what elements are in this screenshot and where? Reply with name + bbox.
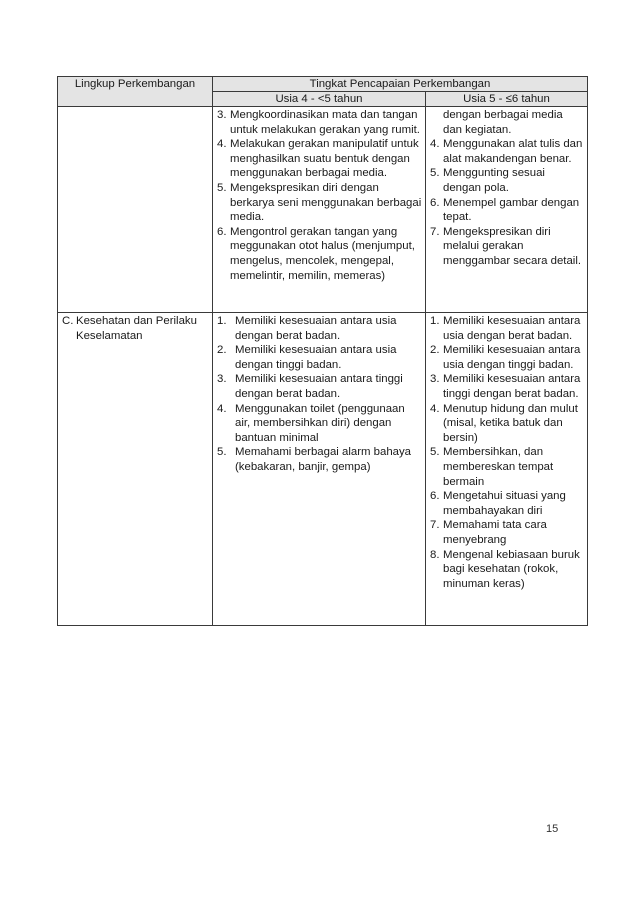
- item-number: 3.: [430, 373, 440, 386]
- table-row: [58, 107, 588, 313]
- table-row: [58, 313, 588, 626]
- table-header-row-1: [58, 77, 588, 92]
- achievement-list: [217, 314, 422, 475]
- item-number: 8.: [430, 548, 440, 561]
- list-item: [217, 137, 422, 181]
- list-item: [430, 343, 584, 372]
- item-number: 2.: [217, 344, 227, 357]
- item-text: Memiliki kesesuaian antara tinggi dengan berat badan.: [235, 373, 403, 400]
- item-text: Memiliki kesesuaian antara usia dengan berat badan.: [443, 315, 581, 342]
- achievement-list: [217, 108, 422, 283]
- item-number: 5.: [217, 446, 227, 459]
- page-number: 15: [546, 823, 559, 835]
- domain-letter: C.: [62, 315, 74, 327]
- domain-label: [62, 314, 209, 343]
- item-number: 3.: [217, 109, 227, 121]
- list-item: [430, 196, 584, 225]
- item-text: Mengetahui situasi yang membahayakan diri: [443, 490, 566, 517]
- item-number: 6.: [430, 196, 440, 209]
- item-text: Memiliki kesesuaian antara usia dengan berat badan.: [235, 315, 397, 342]
- item-text: Menutup hidung dan mulut (misal, ketika batuk dan bersin): [443, 402, 578, 444]
- list-item: [217, 225, 422, 283]
- item-text: Menempel gambar dengan tepat.: [443, 196, 580, 224]
- item-number: 3.: [217, 373, 227, 386]
- list-item: [217, 314, 422, 343]
- item-text: Membersihkan, dan membereskan tempat bermain: [443, 446, 554, 488]
- header-age-b: Usia 5 - ≤6 tahun: [426, 92, 588, 107]
- domain-name: Kesehatan dan Perilaku Keselamatan: [76, 315, 197, 342]
- list-item: [430, 489, 584, 518]
- item-text: Mengontrol gerakan tangan yang meggunakan otot halus (menjumput, mengelus, mencolek, mengepal, memelintir, memilin, memeras): [230, 225, 415, 282]
- list-item: [430, 402, 584, 446]
- item-text: Mengkoordinasikan mata dan tangan untuk melakukan gerakan yang rumit.: [230, 109, 420, 136]
- list-item: [430, 225, 584, 269]
- item-text: Menggunakan toilet (penggunaan air, membersihkan diri) dengan bantuan minimal: [235, 402, 405, 444]
- item-text: Memiliki kesesuaian antara usia dengan tinggi badan.: [443, 344, 581, 371]
- item-number: 6.: [430, 490, 440, 503]
- achievement-list: [430, 108, 584, 269]
- item-number: 2.: [430, 344, 440, 357]
- item-number: 1.: [430, 315, 440, 327]
- list-item: [217, 372, 422, 401]
- achievement-list: [430, 314, 584, 591]
- header-scope: Lingkup Perkembangan: [58, 77, 213, 107]
- list-item: [217, 108, 422, 137]
- item-text: Memahami berbagai alarm bahaya (kebakaran, banjir, gempa): [235, 446, 412, 473]
- item-text: Memiliki kesesuaian antara usia dengan tinggi badan.: [235, 344, 397, 371]
- item-text: Melakukan gerakan manipulatif untuk menghasilkan suatu bentuk dengan menggunakan berbagai media.: [230, 138, 419, 180]
- item-number: 5.: [430, 167, 440, 180]
- item-text: Mengenal kebiasaan buruk bagi kesehatan (rokok, minuman keras): [443, 548, 580, 590]
- item-text: Menggunakan alat tulis dan alat makandengan benar.: [443, 138, 583, 165]
- age-b-cell: [426, 313, 588, 626]
- list-item: [430, 445, 584, 489]
- list-item: [430, 548, 584, 592]
- development-table: [57, 76, 588, 626]
- item-text: dengan berbagai media dan kegiatan.: [443, 109, 563, 136]
- header-achievement: Tingkat Pencapaian Perkembangan: [213, 77, 588, 92]
- list-item: [217, 445, 422, 474]
- item-number: 4.: [430, 138, 440, 151]
- item-number: 7.: [430, 225, 440, 238]
- age-b-cell: [426, 107, 588, 313]
- item-text: Mengekspresikan diri dengan berkarya seni menggunakan berbagai media.: [230, 181, 422, 224]
- item-text: Mengekspresikan diri melalui gerakan menggambar secara detail.: [443, 225, 582, 267]
- item-number: 6.: [217, 225, 227, 238]
- item-text: Menggunting sesuai dengan pola.: [443, 167, 545, 194]
- item-text: Memiliki kesesuaian antara tinggi dengan berat badan.: [443, 373, 581, 400]
- item-number: 7.: [430, 519, 440, 532]
- item-number: 5.: [430, 446, 440, 459]
- age-a-cell: [213, 313, 426, 626]
- header-age-a: Usia 4 - <5 tahun: [213, 92, 426, 107]
- age-a-cell: [213, 107, 426, 313]
- domain-cell: [58, 107, 213, 313]
- list-item: [217, 181, 422, 225]
- list-item: [430, 314, 584, 343]
- item-text: Memahami tata cara menyebrang: [443, 519, 547, 546]
- list-item: [430, 166, 584, 195]
- list-item: [430, 518, 584, 547]
- domain-cell: [58, 313, 213, 626]
- item-number: 4.: [217, 138, 227, 151]
- list-item: [217, 343, 422, 372]
- item-number: 4.: [430, 402, 440, 415]
- list-item: [430, 137, 584, 166]
- item-number: 4.: [217, 402, 227, 415]
- item-number: 1.: [217, 315, 227, 327]
- list-item: [217, 402, 422, 446]
- item-number: 5.: [217, 181, 227, 194]
- list-item: [430, 372, 584, 401]
- list-item: [430, 108, 584, 137]
